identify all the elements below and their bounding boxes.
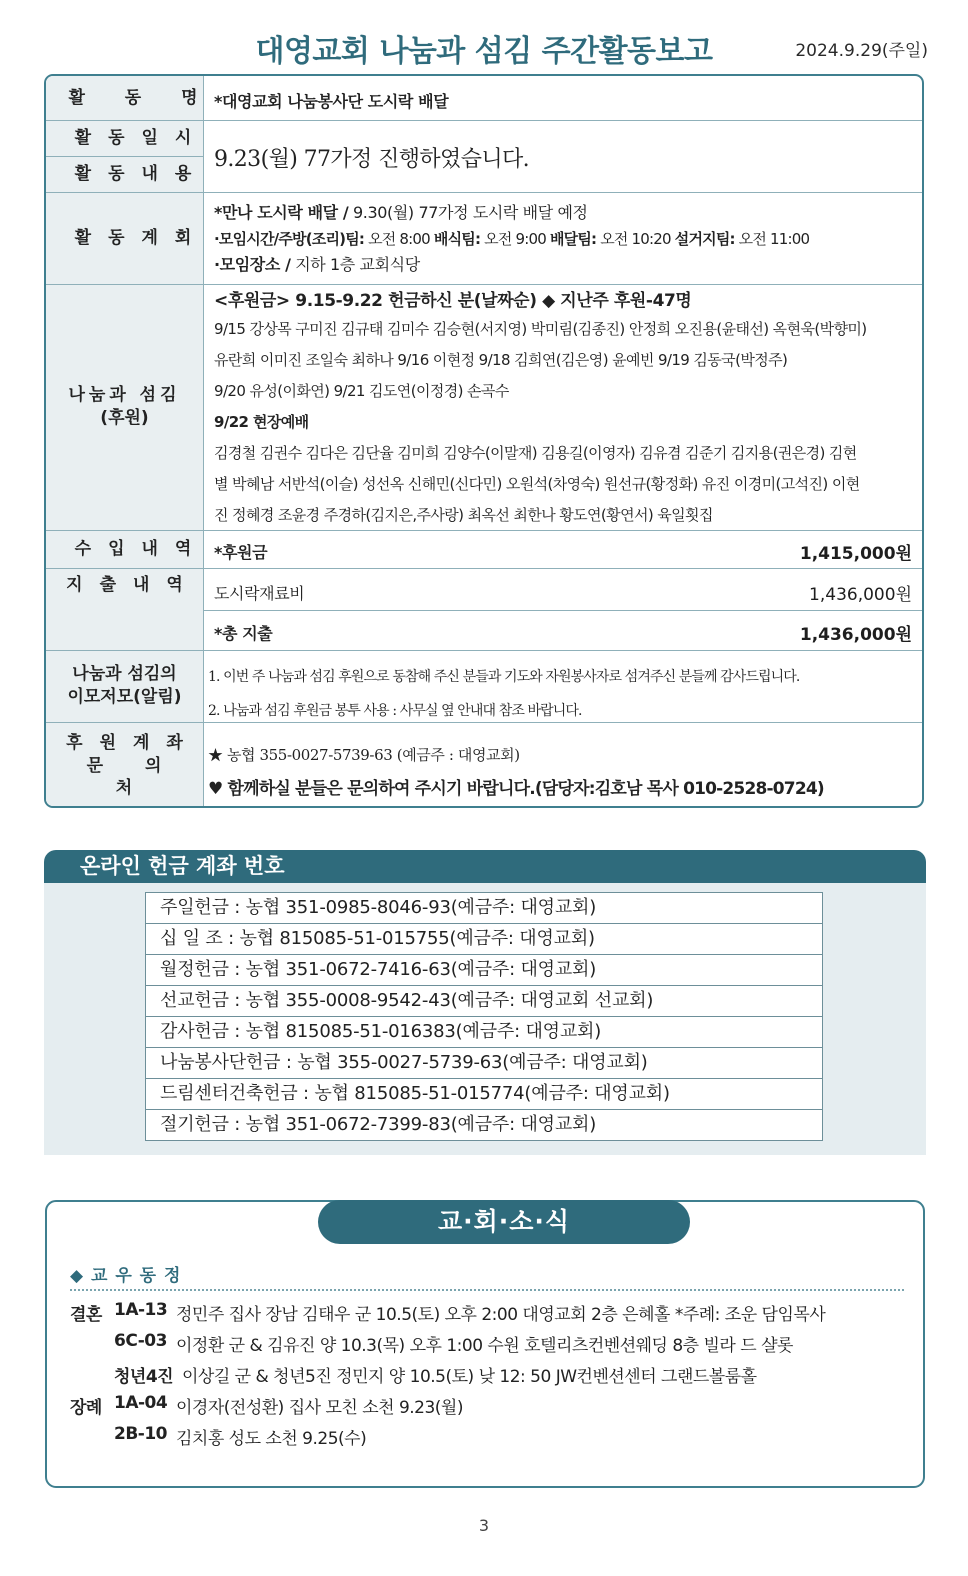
- activity-name-value: *대영교회 나눔봉사단 도시락 배달: [214, 92, 449, 111]
- account-row: 감사헌금 : 농협 815085-51-016383(예금주: 대영교회): [146, 1017, 822, 1048]
- income-label: 수입내역: [74, 538, 209, 559]
- donation-line: 9/15 강상목 구미진 김규태 김미수 김승현(서지영) 박미림(김종진) 안정희 오진용(윤태선) 옥현욱(박향미): [214, 320, 867, 338]
- wedding-2-text: 이정환 군 & 김유진 양 10.3(목) 오후 1:00 수원 호텔리츠컨벤션웨딩 8층 빌라 드 샬롯: [176, 1336, 793, 1356]
- account-value: ★ 농협 355-0027-5739-63 (예금주 : 대영교회): [208, 746, 520, 764]
- expense-label: 지출내역: [66, 575, 200, 595]
- plan-team-delivery: 배달팀:: [549, 230, 597, 248]
- plan-time-kitchen: 오전 8:00: [364, 230, 434, 248]
- activity-content-label: 활동내용: [74, 163, 209, 184]
- donation-line: 유란희 이미진 조일숙 최하나 9/16 이현정 9/18 김희연(김은영) 윤예빈 9/19 김동국(박정주): [214, 351, 788, 369]
- funeral-2-code: 2B-10: [114, 1424, 167, 1444]
- plan-line-3: [214, 252, 912, 278]
- wedding-1-text: 정민주 집사 장남 김태우 군 10.5(토) 오후 2:00 대영교회 2층 은혜홀 *주례: 조운 담임목사: [176, 1305, 826, 1325]
- account-row: 월정헌금 : 농협 351-0672-7416-63(예금주: 대영교회): [146, 955, 822, 986]
- donation-value: [214, 288, 912, 531]
- donation-line: 9/20 유성(이화연) 9/21 김도연(이정경) 손곡수: [214, 382, 509, 400]
- plan-time-serving: 오전 9:00: [480, 230, 550, 248]
- plan-time-dishes: 오전 11:00: [734, 230, 810, 248]
- plan-team-dishes: 설거지팀:: [674, 230, 735, 248]
- notice-2: 2. 나눔과 섬김 후원금 봉투 사용 : 사무실 옆 안내대 참조 바랍니다.: [208, 703, 582, 719]
- funeral-2-text: 김치홍 성도 소천 9.25(수): [176, 1429, 367, 1449]
- account-row: 드림센터건축헌금 : 농협 815085-51-015774(예금주: 대영교회): [146, 1079, 822, 1110]
- activity-date-label: 활동일시: [74, 127, 209, 148]
- donation-label-line2: (후원): [100, 408, 149, 428]
- income-amount: 1,415,000원: [799, 544, 912, 564]
- dotted-divider: [70, 1289, 904, 1291]
- online-offering-header: 온라인 헌금 계좌 번호: [44, 850, 926, 883]
- expense-amount: 1,436,000원: [809, 585, 912, 605]
- notice-label: [46, 650, 203, 722]
- income-item: *후원금: [214, 543, 268, 562]
- plan-team-serving: 배식팀:: [433, 230, 481, 248]
- plan-line-2: [214, 226, 912, 252]
- wedding-2-code: 6C-03: [114, 1331, 167, 1351]
- wedding-1-code: 1A-13: [114, 1300, 168, 1320]
- funeral-label: 장례: [70, 1398, 102, 1418]
- expense-total-item: *총 지출: [214, 624, 273, 643]
- plan-line-1-title: *만나 도시락 배달 /: [214, 203, 349, 222]
- member-news-subtitle: ◆ 교 우 동 정: [70, 1266, 182, 1286]
- account-row: 주일헌금 : 농협 351-0985-8046-93(예금주: 대영교회): [146, 893, 822, 924]
- plan-line-1-text: 9.30(월) 77가정 도시락 배달 예정: [348, 203, 588, 222]
- funeral-1-code: 1A-04: [114, 1393, 168, 1413]
- donation-line: 진 정혜경 조윤경 주경하(김지은,주사랑) 최옥선 최한나 황도연(황연서) 육일횟집: [214, 506, 713, 524]
- donation-line: 김경철 김권수 김다은 김단율 김미희 김양수(이말재) 김용길(이영자) 김유겸 김준기 김지용(권은경) 김현: [214, 444, 857, 462]
- wedding-3-text: 이상길 군 & 청년5진 정민지 양 10.5(토) 낮 12: 50 JW컨벤션센터 그랜드볼룸홀: [182, 1367, 757, 1387]
- contact-label: 문 의 처: [86, 755, 180, 799]
- plan-place-title: ·모임장소 /: [214, 255, 291, 274]
- plan-place-text: 지하 1층 교회식당: [290, 255, 420, 274]
- activity-report-table: [44, 74, 924, 808]
- expense-item: 도시락재료비: [214, 584, 305, 603]
- account-row: 나눔봉사단헌금 : 농협 355-0027-5739-63(예금주: 대영교회): [146, 1048, 822, 1079]
- donation-label: [46, 284, 203, 530]
- wedding-label: 결혼: [70, 1305, 102, 1325]
- wedding-3-code: 청년4진: [114, 1367, 174, 1387]
- plan-team-kitchen: ·모임시간/주방(조리)팀:: [214, 230, 365, 248]
- donation-line: 9/22 현장예배: [214, 413, 309, 431]
- account-row: 절기헌금 : 농협 351-0672-7399-83(예금주: 대영교회): [160, 1114, 597, 1135]
- activity-name-label: 활 동 명: [68, 87, 215, 108]
- activity-plan-label: 활동계회: [74, 227, 209, 248]
- contact-value: ♥ 함께하실 분들은 문의하여 주시기 바랍니다.(담당자:김호남 목사 010-2528-0724): [208, 779, 824, 799]
- notice-label-line2: 이모저모(알림): [67, 687, 182, 707]
- account-list: [145, 892, 823, 1141]
- plan-line-1: [214, 200, 912, 226]
- donation-line: 별 박혜남 서반석(이슬) 성선옥 신해민(신다민) 오원석(차영숙) 원선규(황정화) 유진 이경미(고석진) 이현: [214, 475, 860, 493]
- account-row: 십 일 조 : 농협 815085-51-015755(예금주: 대영교회): [146, 924, 822, 955]
- activity-date-content-value: 9.23(월) 77가정 진행하였습니다.: [214, 147, 530, 172]
- page-title: 대영교회 나눔과 섬김 주간활동보고: [255, 34, 713, 69]
- row-divider: [203, 610, 924, 611]
- page-number: 3: [478, 1516, 490, 1535]
- account-label: 후원계좌: [66, 732, 200, 753]
- notice-1: 1. 이번 주 나눔과 섬김 후원으로 동참해 주신 분들과 기도와 자원봉사자로 섬겨주신 분들께 감사드립니다.: [208, 669, 800, 685]
- account-contact-value: [208, 738, 912, 806]
- expense-total-amount: 1,436,000원: [799, 625, 912, 645]
- account-row: 선교헌금 : 농협 355-0008-9542-43(예금주: 대영교회 선교회): [146, 986, 822, 1017]
- notice-label-line1: 나눔과 섬김의: [72, 664, 177, 685]
- account-contact-label: [46, 722, 203, 808]
- church-news-title: 교·회·소·식: [318, 1200, 690, 1244]
- donation-label-line1: 나눔과 섬김: [68, 385, 181, 406]
- notice-value: [208, 660, 912, 728]
- plan-time-delivery: 오전 10:20: [596, 230, 675, 248]
- donation-head: <후원금> 9.15-9.22 헌금하신 분(날짜순) ◆ 지난주 후원-47명: [214, 291, 692, 311]
- activity-plan-value: [214, 200, 912, 278]
- funeral-1-text: 이경자(전성환) 집사 모친 소천 9.23(월): [176, 1398, 463, 1418]
- report-date: 2024.9.29(주일): [795, 41, 928, 61]
